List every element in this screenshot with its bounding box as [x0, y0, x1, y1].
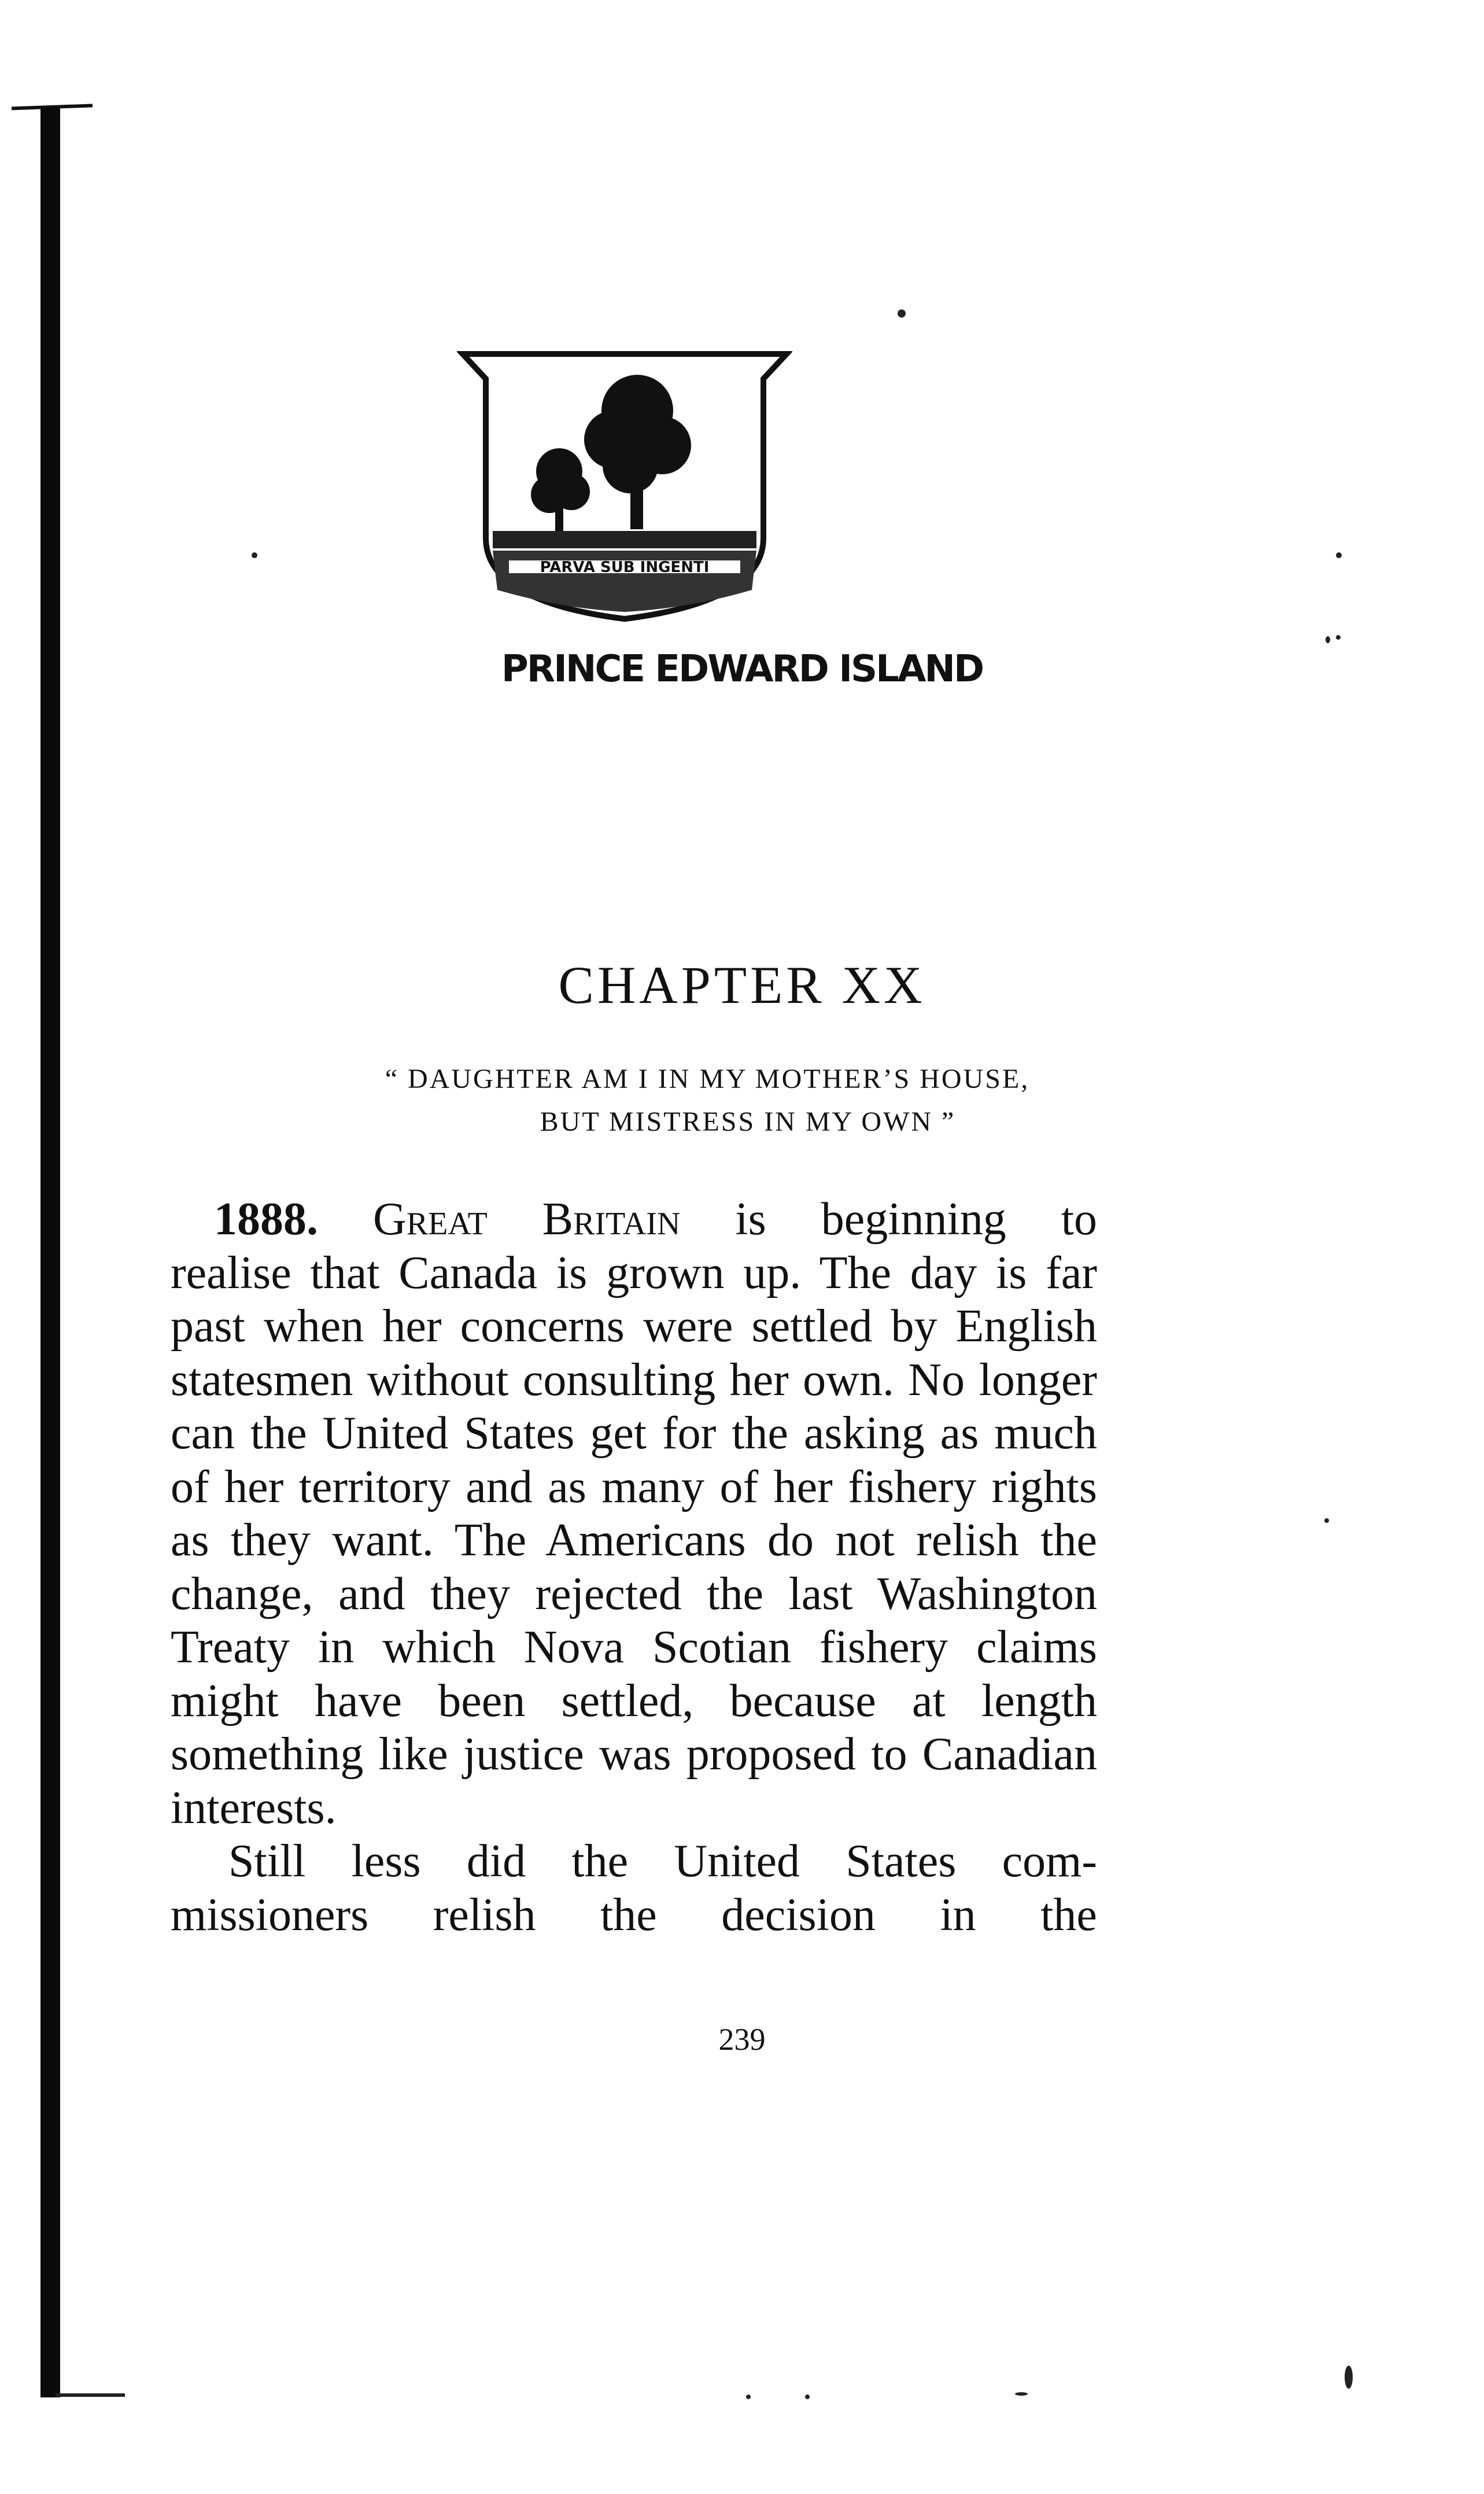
- year: 1888.: [214, 1194, 318, 1245]
- text-line: [171, 1888, 1097, 1942]
- binding-edge-mark: [56, 2393, 125, 2397]
- word: to: [1061, 1194, 1097, 1245]
- scan-speck: [1336, 635, 1341, 640]
- word: com-: [1002, 1836, 1097, 1887]
- word: missioners: [171, 1889, 369, 1940]
- prince-edward-island-crest: [457, 347, 792, 636]
- word: beginning: [821, 1194, 1006, 1245]
- paragraph: [171, 1835, 1097, 1942]
- word: Britain: [542, 1194, 681, 1245]
- scan-speck: [898, 309, 906, 318]
- crest-motto: PARVA SUB INGENTI: [540, 559, 710, 576]
- scan-speck: [1015, 2392, 1028, 2396]
- epigraph-line: “ DAUGHTER AM I IN MY MOTHER’S HOUSE,: [385, 1064, 1030, 1094]
- word: the: [571, 1836, 629, 1887]
- word: did: [466, 1836, 526, 1887]
- word: United: [674, 1836, 800, 1887]
- scan-speck: [746, 2395, 751, 2399]
- word: Still: [228, 1836, 306, 1887]
- word: decision: [721, 1889, 876, 1940]
- scan-speck: [1345, 2366, 1353, 2389]
- body-text: [171, 1193, 1097, 1942]
- word: the: [1040, 1889, 1097, 1940]
- paragraph: [171, 1193, 1097, 1835]
- word: Great: [373, 1194, 488, 1245]
- text-line: [171, 1835, 1097, 1888]
- paragraph-text: realise that Canada is grown up. The day is far past when her concerns were settled by English statesmen without consulting her own. No longer can the United States get for the asking as much of her territory and as many of her fishery rights as they want. The Americans do not relish the change, and they rejected the last Washington Treaty in which Nova Scotian fishery claims might have been settled, because at length something like justice was proposed to Canadian interests.: [171, 1247, 1097, 1833]
- scan-speck: [1336, 552, 1342, 558]
- word: less: [351, 1836, 421, 1887]
- word: relish: [433, 1889, 536, 1940]
- crest-caption: PRINCE EDWARD ISLAND: [501, 648, 983, 691]
- page-number: 239: [718, 2022, 766, 2057]
- chapter-title: CHAPTER XX: [558, 955, 926, 1014]
- scan-speck: [1326, 636, 1330, 643]
- word: the: [600, 1889, 657, 1940]
- scan-speck: [252, 552, 257, 558]
- word: States: [846, 1836, 957, 1887]
- word: is: [735, 1194, 766, 1245]
- paragraph-first-line: [171, 1193, 1097, 1246]
- word: in: [940, 1889, 976, 1940]
- scan-speck: [1324, 1518, 1329, 1523]
- epigraph-line: BUT MISTRESS IN MY OWN ”: [540, 1106, 956, 1137]
- scan-speck: [805, 2395, 810, 2399]
